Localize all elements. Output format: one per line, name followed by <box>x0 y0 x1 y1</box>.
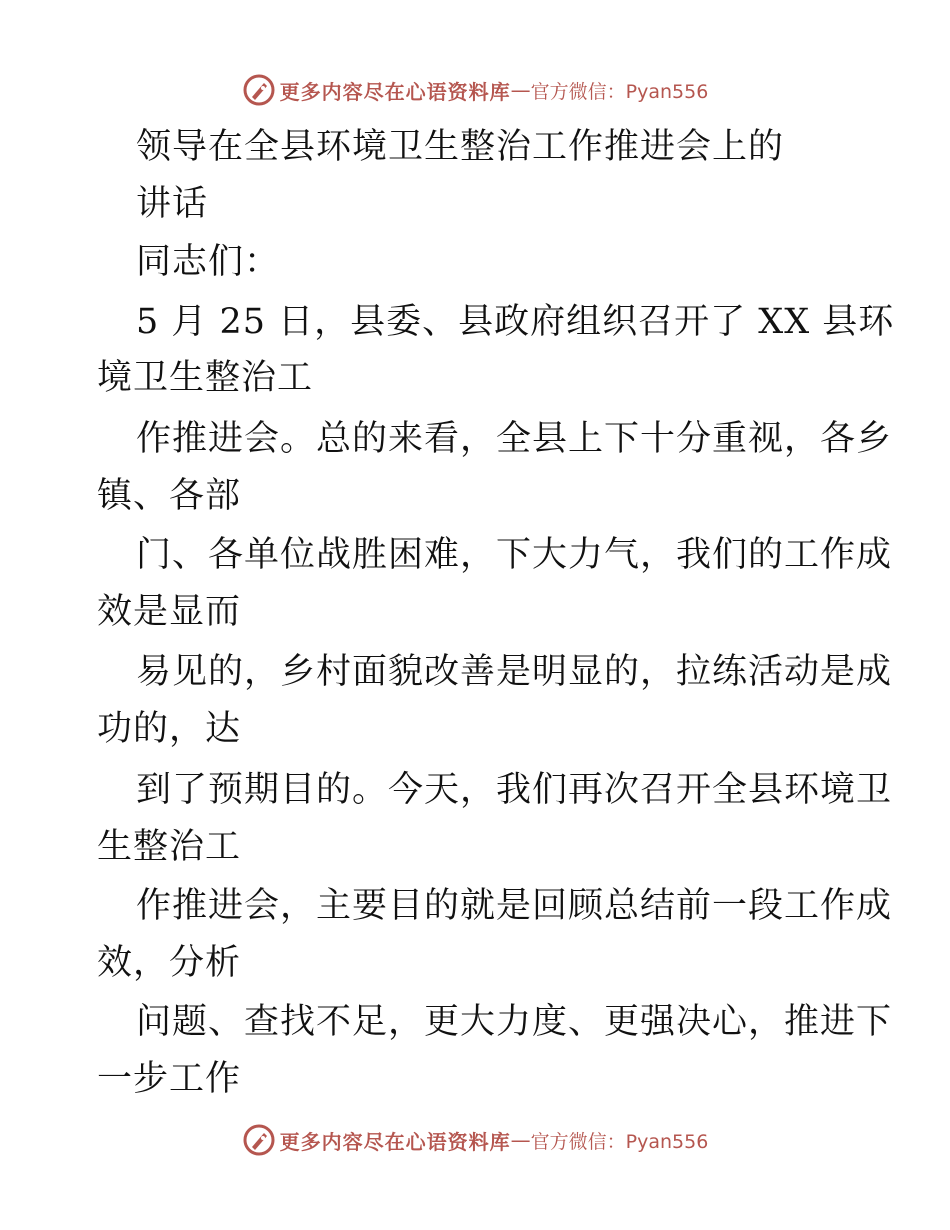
paragraph-line: 问题、查找不足，更大力度、更强决心，推进下 <box>136 1002 893 1042</box>
salutation: 同志们： <box>136 242 281 282</box>
paragraph-line: 作推进会。总的来看，全县上下十分重视，各乡 <box>136 419 893 459</box>
paragraph-line: 效是显而 <box>97 592 242 632</box>
title-line-2: 讲话 <box>136 184 209 224</box>
pen-nib-seal-icon <box>242 73 276 107</box>
watermark-separator: — <box>510 78 531 102</box>
watermark-header <box>0 70 950 110</box>
paragraph-line: 功的，达 <box>97 709 242 749</box>
title-line-1: 领导在全县环境卫生整治工作推进会上的 <box>136 127 785 167</box>
paragraph-line: 5 月 25 日，县委、县政府组织召开了 XX 县环 <box>136 302 895 342</box>
watermark-wechat: 官方微信：Pyan556 <box>530 1130 709 1153</box>
paragraph-line: 效，分析 <box>97 943 242 983</box>
paragraph-line: 易见的，乡村面貌改善是明显的，拉练活动是成 <box>136 652 893 692</box>
watermark-main-text: 更多内容尽在心语资料库 <box>279 1129 511 1154</box>
watermark-separator: — <box>510 1128 531 1152</box>
paragraph-line: 境卫生整治工 <box>97 358 314 398</box>
paragraph-line: 门、各单位战胜困难，下大力气，我们的工作成 <box>136 535 893 575</box>
pen-nib-seal-icon <box>242 1123 276 1157</box>
paragraph-line: 生整治工 <box>97 827 242 867</box>
watermark-footer <box>0 1120 950 1160</box>
paragraph-line: 镇、各部 <box>97 476 242 516</box>
paragraph-line: 作推进会，主要目的就是回顾总结前一段工作成 <box>136 886 893 926</box>
paragraph-line: 到了预期目的。今天，我们再次召开全县环境卫 <box>136 770 893 810</box>
watermark-main-text: 更多内容尽在心语资料库 <box>279 79 511 104</box>
paragraph-line: 一步工作 <box>97 1059 242 1099</box>
watermark-wechat: 官方微信：Pyan556 <box>530 80 709 103</box>
